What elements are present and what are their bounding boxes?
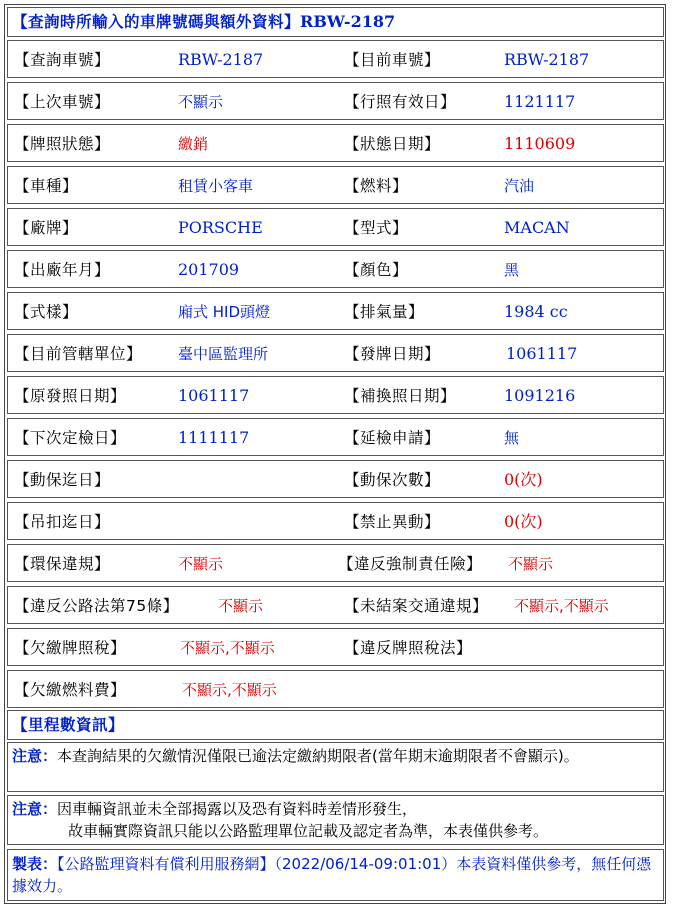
field-label: 【廠牌】	[14, 219, 79, 237]
field-label: 【欠繳燃料費】	[14, 681, 127, 699]
field-value: 廂式 HID頭燈	[178, 303, 271, 321]
table-row	[7, 586, 664, 624]
field-label: 【車種】	[14, 177, 79, 195]
field-label: 【型式】	[344, 219, 409, 237]
field-value: 繳銷	[178, 135, 209, 153]
field-label: 【欠繳牌照稅】	[14, 639, 127, 657]
note-2-line-2: 故車輛實際資訊只能以公路監理單位記載及認定者為準，本表僅供參考。	[68, 822, 549, 840]
field-value: 無	[504, 429, 520, 447]
field-label: 【違反強制責任險】	[338, 555, 483, 573]
field-value: RBW-2187	[504, 50, 590, 69]
report-header	[7, 7, 664, 37]
field-label: 【未結案交通違規】	[344, 597, 489, 615]
field-value: 1061117	[506, 344, 578, 363]
mileage-label: 【里程數資訊】	[12, 716, 125, 734]
field-value: 1061117	[178, 386, 250, 405]
field-label: 【排氣量】	[344, 303, 425, 321]
field-value: 1984 cc	[504, 302, 568, 321]
field-value: 1110609	[504, 134, 576, 153]
field-value: 不顯示,不顯示	[182, 681, 277, 699]
field-label: 【延檢申請】	[344, 429, 441, 447]
table-row	[7, 334, 664, 372]
field-value: 不顯示	[508, 555, 554, 573]
table-row	[7, 292, 664, 330]
report-title: 【查詢時所輸入的車牌號碼與額外資料】	[12, 13, 301, 31]
field-value: 汽油	[504, 177, 535, 195]
table-row	[7, 40, 664, 78]
field-label: 【禁止異動】	[344, 513, 441, 531]
table-row	[7, 460, 664, 498]
table-row	[7, 166, 664, 204]
field-label: 【環保違規】	[14, 555, 111, 573]
note-1	[7, 742, 664, 792]
table-row	[7, 418, 664, 456]
field-value: 不顯示,不顯示	[514, 597, 609, 615]
note-1-text: 本查詢結果的欠繳情況僅限已逾法定繳納期限者(當年期末逾期限者不會顯示)。	[57, 747, 579, 765]
field-value: 201709	[178, 260, 240, 279]
footer-note	[7, 849, 664, 901]
field-label: 【動保次數】	[344, 471, 441, 489]
field-label: 【狀態日期】	[344, 135, 441, 153]
table-row	[7, 502, 664, 540]
field-label: 【發牌日期】	[344, 345, 441, 363]
field-label: 【動保迄日】	[14, 471, 111, 489]
field-label: 【上次車號】	[14, 93, 111, 111]
footer-label: 製表：	[12, 855, 58, 873]
field-value: 黑	[504, 261, 520, 279]
table-row	[7, 208, 664, 246]
field-value: 1111117	[178, 428, 250, 447]
note-1-label: 注意：	[12, 747, 58, 765]
field-label: 【牌照狀態】	[14, 135, 111, 153]
field-label: 【目前車號】	[344, 51, 441, 69]
field-label: 【出廠年月】	[14, 261, 111, 279]
field-value: 不顯示	[218, 597, 264, 615]
field-value: 租賃小客車	[178, 177, 254, 195]
note-2	[7, 795, 664, 845]
field-value: RBW-2187	[178, 50, 264, 69]
note-2-label: 注意：	[12, 800, 58, 818]
field-label: 【查詢車號】	[14, 51, 111, 69]
field-value: 臺中區監理所	[178, 345, 269, 363]
field-label: 【吊扣迄日】	[14, 513, 111, 531]
field-value: 1091216	[504, 386, 576, 405]
table-row	[7, 250, 664, 288]
note-2-line-1: 因車輛資訊並未全部揭露以及恐有資料時差情形發生，	[57, 800, 418, 818]
field-value: 0(次)	[504, 512, 543, 531]
footer-text: 【公路監理資料有償利用服務網】（2022/06/14-09:01:01）本表資料僅供參考，無任何憑據效力。	[12, 855, 652, 895]
field-value: 1121117	[504, 92, 576, 111]
table-row	[7, 376, 664, 414]
field-label: 【補換照日期】	[344, 387, 457, 405]
field-label: 【顏色】	[344, 261, 409, 279]
field-value: 0(次)	[504, 470, 543, 489]
table-row	[7, 544, 664, 582]
field-value: PORSCHE	[178, 218, 263, 237]
field-label: 【違反公路法第75條】	[14, 597, 179, 615]
field-label: 【目前管轄單位】	[14, 345, 143, 363]
table-row	[7, 124, 664, 162]
field-label: 【下次定檢日】	[14, 429, 127, 447]
mileage-row	[7, 710, 664, 740]
table-row	[7, 670, 664, 708]
field-label: 【違反牌照稅法】	[344, 639, 473, 657]
table-row	[7, 628, 664, 666]
header-plate: RBW-2187	[300, 12, 396, 31]
table-row	[7, 82, 664, 120]
field-label: 【燃料】	[344, 177, 409, 195]
field-label: 【行照有效日】	[344, 93, 457, 111]
field-label: 【式樣】	[14, 303, 79, 321]
field-value: 不顯示,不顯示	[180, 639, 275, 657]
field-value: 不顯示	[178, 93, 224, 111]
field-value: 不顯示	[178, 555, 224, 573]
field-label: 【原發照日期】	[14, 387, 127, 405]
field-value: MACAN	[504, 218, 570, 237]
